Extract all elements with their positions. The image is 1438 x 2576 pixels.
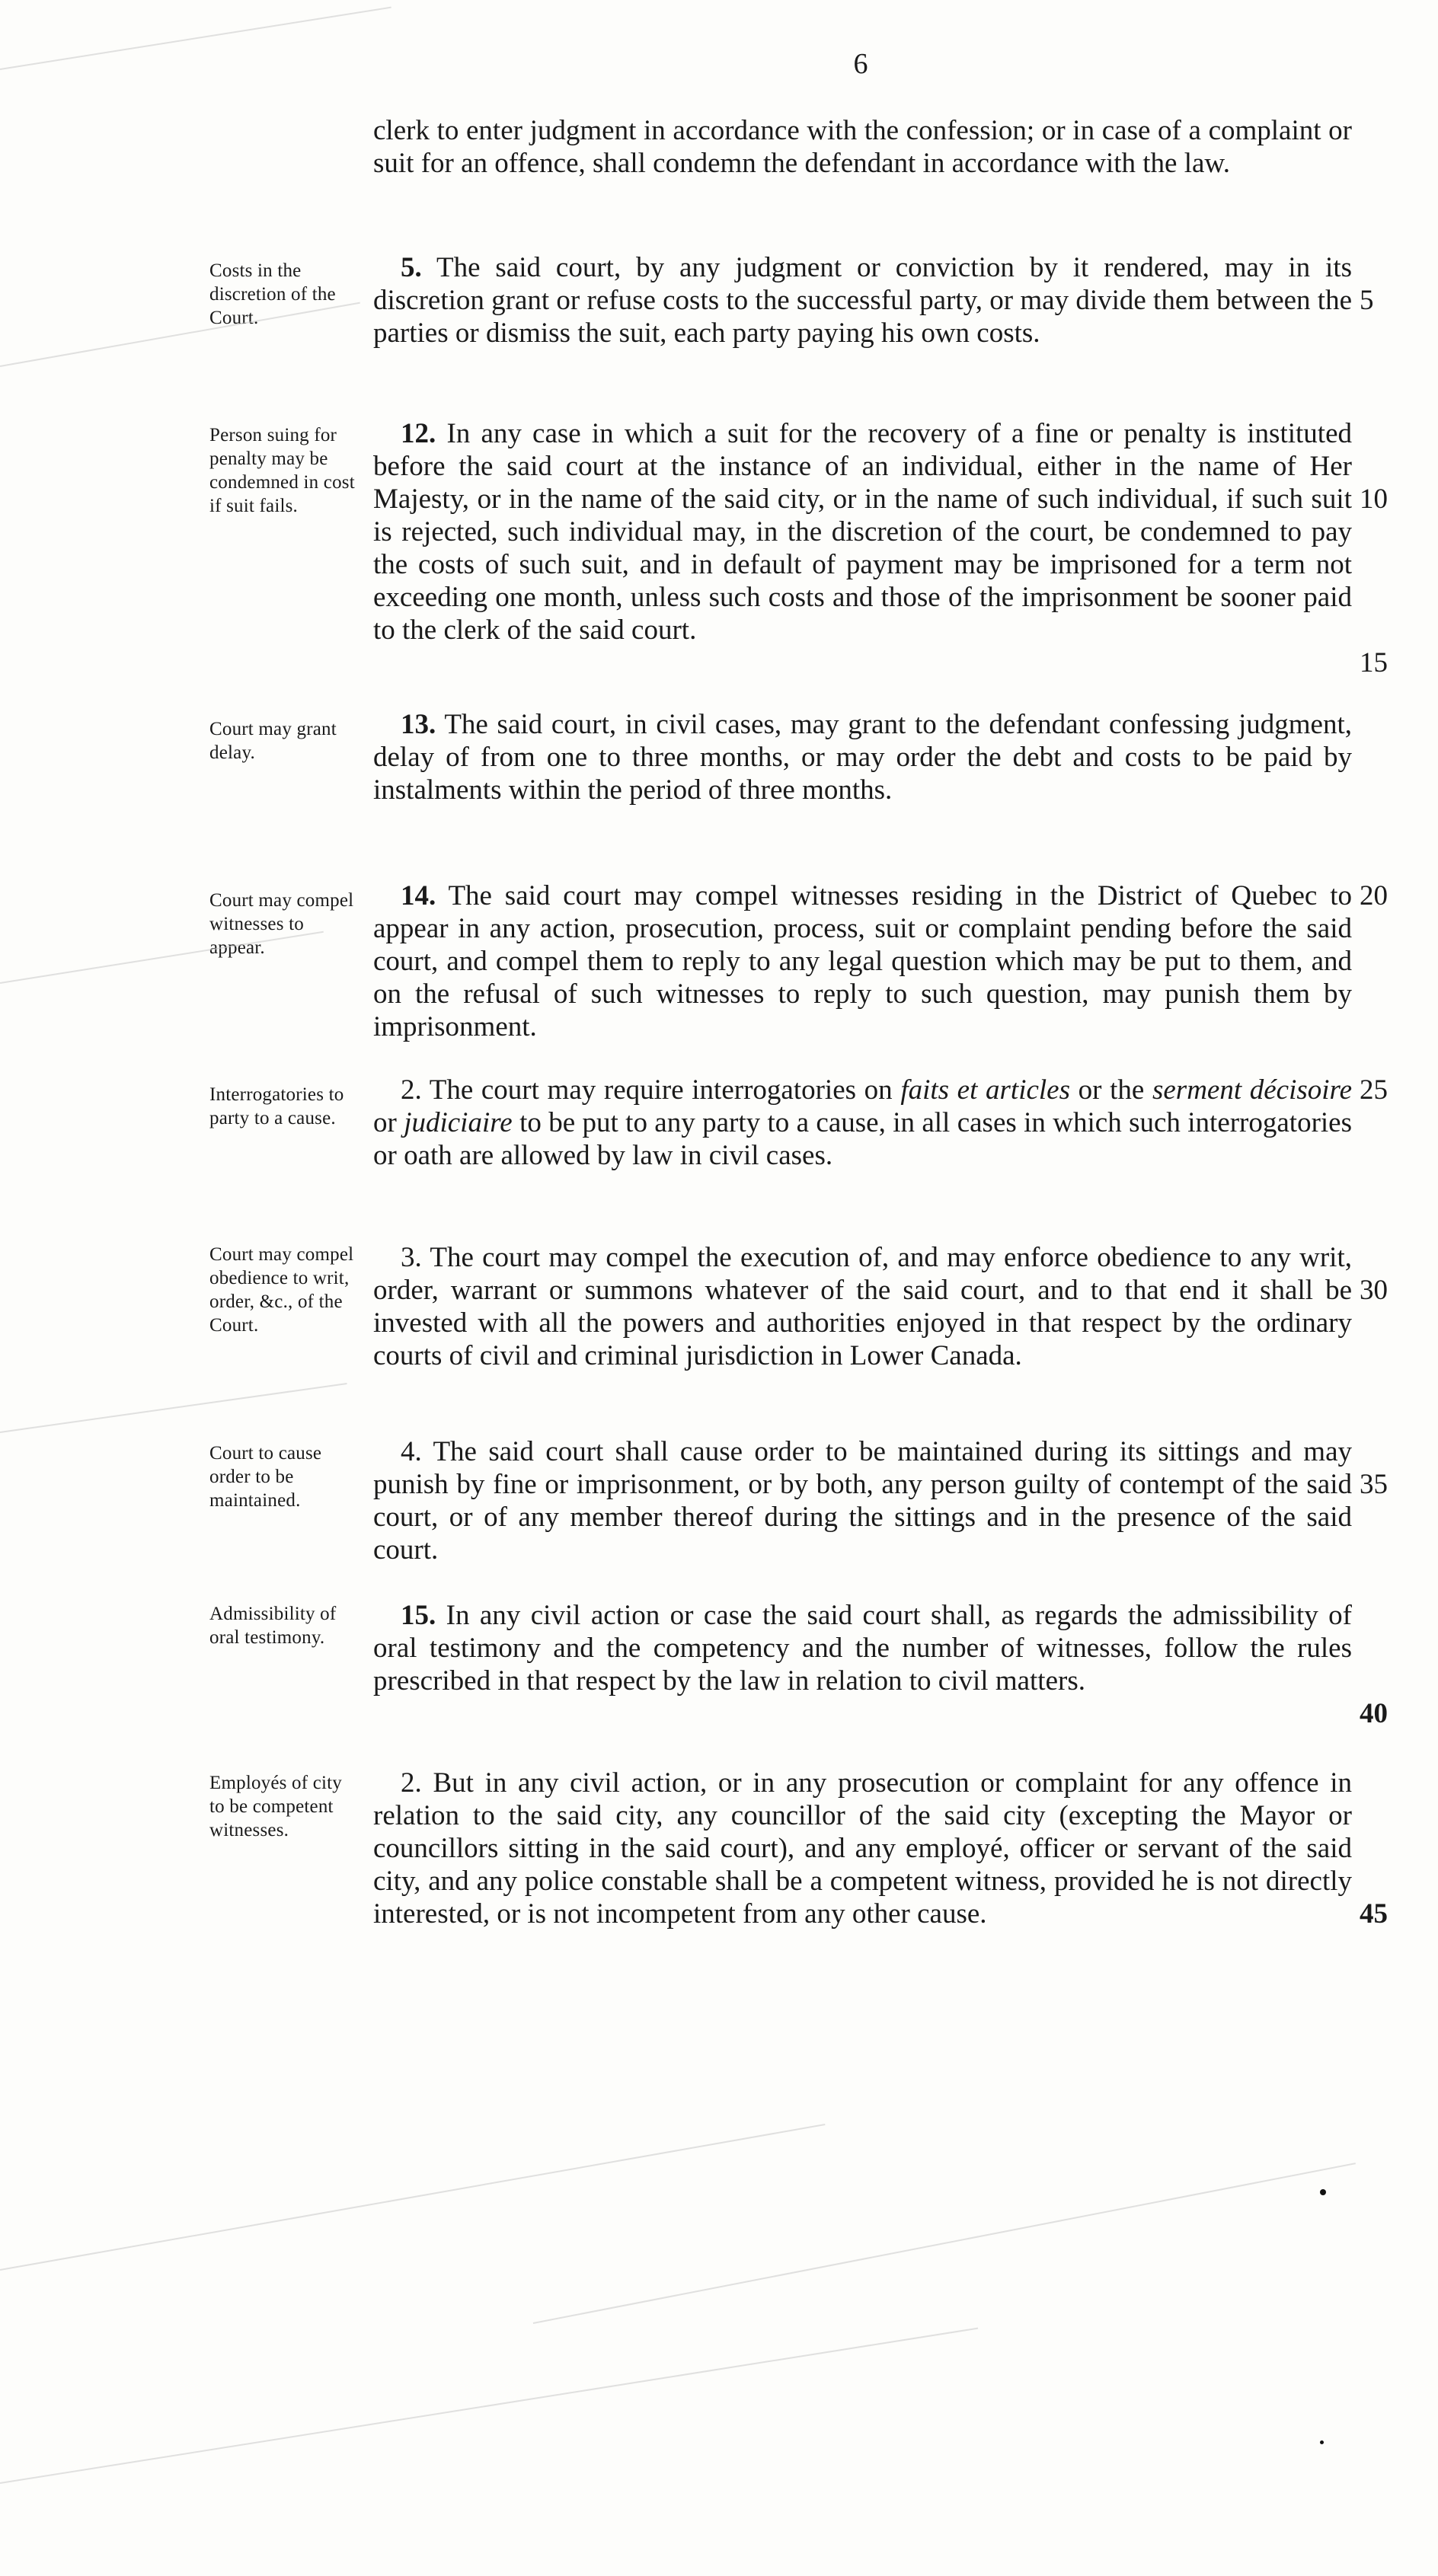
section-number: 2. [401,1074,422,1106]
line-number: 5 [1360,285,1374,316]
section-text [373,417,1352,646]
section-text-content: The said court shall cause order to be maintained during its sittings and may punish by fine or imprisonment, or by both, any person guilty of contempt of the said court, or of any member thereof during the sittings and in the presence of the said court. [373,1436,1352,1566]
ink-speck [1320,2440,1324,2444]
page-number: 6 [853,48,868,80]
section-text [373,1435,1352,1566]
section-text-part: or [373,1107,397,1138]
scan-scratch [0,1383,347,1433]
line-number: 45 [1360,1898,1388,1930]
section-text [373,1074,1352,1172]
scan-scratch [0,7,391,70]
section-text [373,708,1352,806]
section-text-content: The said court, in civil cases, may grant to the defendant confessing judgment, delay of from one to three months, or may order the debt and costs to be paid by instalments within the period of three months. [373,709,1352,806]
line-number: 25 [1360,1074,1388,1106]
line-number: 10 [1360,484,1388,515]
margin-note: Interrogatories to party to a cause. [209,1084,344,1128]
section-text-part: or the [1078,1074,1145,1106]
section-number: 4. [401,1436,422,1467]
margin-note: Costs in the discretion of the Court. [209,260,336,328]
section-number: 2. [401,1767,422,1799]
margin-note: Employés of city to be competent witnesses. [209,1773,343,1840]
section-text-italic: serment décisoire [1152,1074,1352,1106]
margin-note: Admissibility of oral testimony. [209,1604,337,1648]
section-text-part: to be put to any party to a cause, in all cases in which such interrogatories or oath are allowed by law in civil cases. [373,1107,1353,1171]
ink-speck [1320,2189,1326,2195]
margin-note: Person suing for penalty may be condemned in cost if suit fails. [209,425,355,516]
line-number: 20 [1360,880,1388,911]
section-number: 13. [401,709,436,740]
section-text-content: The said court, by any judgment or conviction by it rendered, may in its discretion grant or refuse costs to the successful party, or may divide them between the parties or dismiss the suit, each party paying his own costs. [373,252,1353,349]
section-number: 3. [401,1242,422,1273]
scan-scratch [533,2163,1356,2324]
scan-scratch [0,302,360,367]
section-text-content: In any case in which a suit for the recovery of a fine or penalty is instituted before the said court at the instance of an individual, either in the name of Her Majesty, or in the name of the said city, or in the name of such individual, if such suit is rejected, such individual may, in the discretion of the court, be condemned to pay the costs of such suit, and in default of payment may be imprisoned for a term not exceeding one month, unless such costs and those of the imprisonment be sooner paid to the clerk of the said court. [373,418,1353,646]
line-number: 40 [1360,1698,1388,1729]
margin-note: Court may grant delay. [209,719,337,763]
section-text [373,251,1352,350]
section-text-content: clerk to enter judgment in accordance with the confession; or in case of a complaint or suit for an offence, shall condemn the defendant in accordance with the law. [373,115,1352,179]
margin-note: Court to cause order to be maintained. [209,1443,322,1511]
section-text [373,879,1352,1043]
section-text-content: The court may compel the execution of, and may enforce obedience to any writ, order, warrant or summons whatever of the said court, and to that end it shall be invested with all the powers and authorities enjoyed in that respect by the ordinary courts of civil and criminal jurisdiction in Lower Canada. [373,1242,1352,1371]
scan-scratch [0,2124,825,2271]
margin-note: Court may compel witnesses to appear. [209,890,354,958]
section-text-italic: faits et articles [900,1074,1071,1106]
section-number: 14. [401,880,436,911]
section-number: 15. [401,1600,436,1631]
scan-scratch [0,2328,978,2484]
section-number: 12. [401,418,436,449]
section-text-content: In any civil action or case the said court shall, as regards the admissibility of oral testimony and the competency and the number of witnesses, follow the rules prescribed in that respect by the law in relation to civil matters. [373,1600,1353,1697]
section-text-italic: judiciaire [404,1107,513,1138]
section-text [373,1599,1352,1697]
line-number: 35 [1360,1469,1388,1500]
line-number: 15 [1360,647,1388,678]
section-text [373,1767,1352,1930]
section-text-content: But in any civil action, or in any prosecution or complaint for any offence in relation to the said city, any councillor of the said city (excepting the Mayor or councillors sitting in the said court), and any employé, officer or servant of the said city, and any police constable shall be a competent witness, provided he is not directly interested, or is not incompetent from any other cause. [373,1767,1352,1930]
section-text [373,1241,1352,1372]
line-number: 30 [1360,1275,1388,1306]
margin-note: Court may compel obedience to writ, order, &c., of the Court. [209,1244,354,1336]
section-text [373,114,1352,180]
section-text-content: The said court may compel witnesses residing in the District of Quebec to appear in any action, prosecution, process, suit or complaint pending before the said court, and compel them to reply to any legal question which may be put to them, and on the refusal of such witnesses to reply to such question, may punish them by imprisonment. [373,880,1352,1042]
section-text-part: The court may require interrogatories on [429,1074,893,1106]
section-number: 5. [401,252,422,283]
